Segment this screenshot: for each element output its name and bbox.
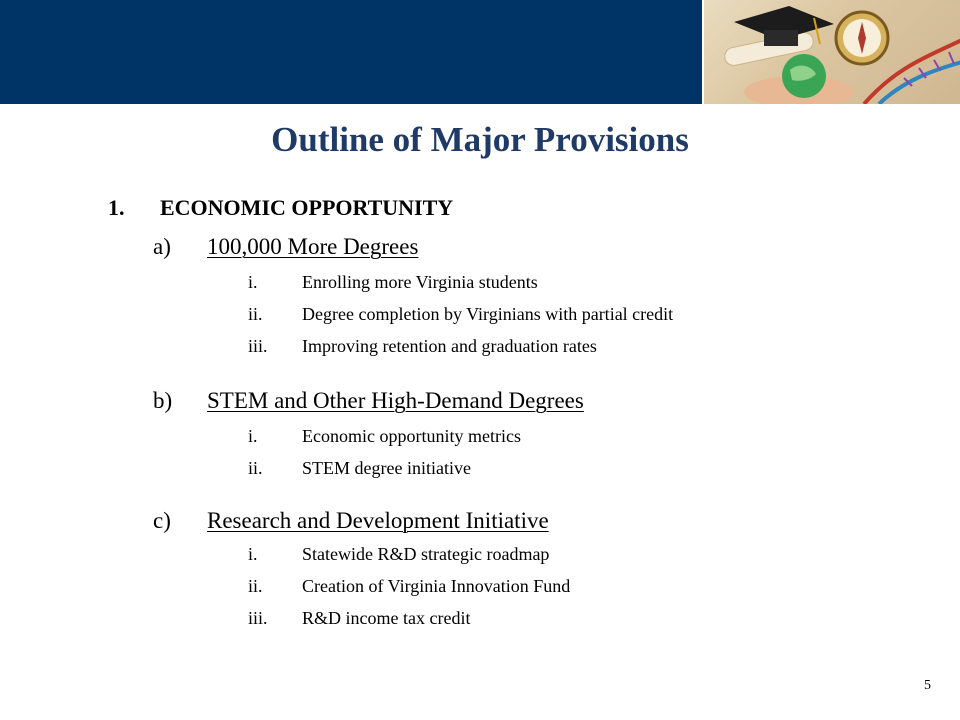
- item-label: 100,000 More Degrees: [207, 234, 419, 259]
- item-label: Research and Development Initiative: [207, 508, 549, 533]
- page-number: 5: [924, 678, 931, 693]
- item-letter: a): [153, 234, 171, 259]
- header-image: [702, 0, 960, 104]
- subitem-label: Creation of Virginia Innovation Fund: [302, 576, 571, 596]
- subitem-label: STEM degree initiative: [302, 458, 471, 478]
- subitem-numeral: iii.: [248, 336, 268, 356]
- graduation-cap-compass-globe-dna-icon: [704, 0, 960, 104]
- subitem-numeral: i.: [248, 426, 258, 446]
- section-number: 1.: [108, 195, 125, 220]
- subitem-numeral: i.: [248, 272, 258, 292]
- section-label: ECONOMIC OPPORTUNITY: [160, 195, 454, 220]
- subitem-label: Enrolling more Virginia students: [302, 272, 538, 292]
- subitem-label: Degree completion by Virginians with partial credit: [302, 304, 674, 324]
- item-letter: c): [153, 508, 171, 533]
- subitem-numeral: iii.: [248, 608, 268, 628]
- subitem-numeral: ii.: [248, 458, 263, 478]
- subitem-label: Statewide R&D strategic roadmap: [302, 544, 550, 564]
- subitem-label: R&D income tax credit: [302, 608, 471, 628]
- subitem-label: Economic opportunity metrics: [302, 426, 521, 446]
- subitem-numeral: ii.: [248, 304, 263, 324]
- header-bar: [0, 0, 702, 104]
- item-letter: b): [153, 388, 173, 413]
- subitem-label: Improving retention and graduation rates: [302, 336, 597, 356]
- item-label: STEM and Other High-Demand Degrees: [207, 388, 584, 413]
- subitem-numeral: i.: [248, 544, 258, 564]
- subitem-numeral: ii.: [248, 576, 263, 596]
- slide-title: Outline of Major Provisions: [271, 120, 689, 159]
